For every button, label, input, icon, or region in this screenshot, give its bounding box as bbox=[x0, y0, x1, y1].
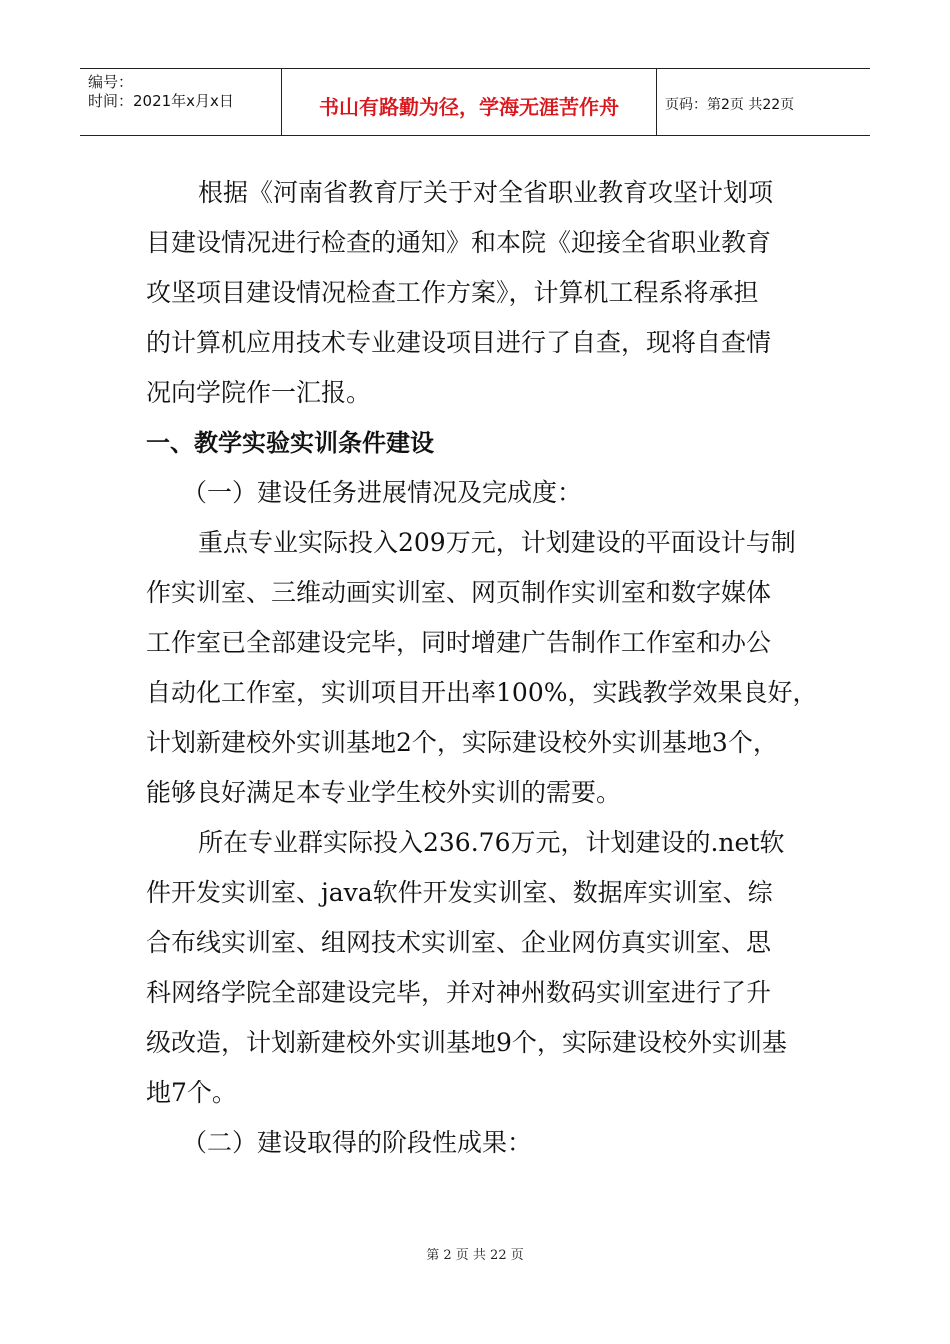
page-header bbox=[80, 68, 870, 136]
subsection-heading: （一）建设任务进展情况及完成度： bbox=[182, 478, 583, 507]
paragraph-line: 地7个。 bbox=[146, 1078, 237, 1107]
paragraph-line: 的计算机应用技术专业建设项目进行了自查，现将自查情 bbox=[146, 328, 772, 357]
header-meta bbox=[80, 69, 282, 135]
header-motto: 书山有路勤为径，学海无涯苦作舟 bbox=[282, 69, 657, 135]
subsection-heading: （二）建设取得的阶段性成果： bbox=[182, 1128, 533, 1157]
paragraph-line: 所在专业群实际投入236.76万元，计划建设的.net软 bbox=[198, 828, 785, 857]
paragraph-line: 合布线实训室、组网技术实训室、企业网仿真实训室、思 bbox=[146, 928, 772, 957]
number-label: 编号： bbox=[88, 73, 134, 91]
paragraph-line: 能够良好满足本专业学生校外实训的需要。 bbox=[146, 778, 622, 807]
paragraph-line: 级改造，计划新建校外实训基地9个，实际建设校外实训基 bbox=[146, 1028, 787, 1057]
paragraph-line: 计划新建校外实训基地2个，实际建设校外实训基地3个， bbox=[146, 728, 778, 757]
paragraph-line: 件开发实训室、java软件开发实训室、数据库实训室、综 bbox=[146, 878, 773, 907]
header-page-info: 页码：第2页 共22页 bbox=[665, 97, 795, 113]
section-heading: 一、教学实验实训条件建设 bbox=[146, 429, 434, 457]
page-footer: 第 2 页 共 22 页 bbox=[426, 1248, 524, 1263]
paragraph-line: 目建设情况进行检查的通知》和本院《迎接全省职业教育 bbox=[146, 228, 772, 257]
time-label: 时间：2021年x月x日 bbox=[88, 92, 234, 110]
paragraph-line: 自动化工作室，实训项目开出率100%，实践教学效果良好， bbox=[146, 678, 818, 707]
paragraph-line: 况向学院作一汇报。 bbox=[146, 378, 372, 407]
paragraph-line: 重点专业实际投入209万元，计划建设的平面设计与制 bbox=[198, 528, 796, 557]
document-body bbox=[146, 168, 816, 1168]
paragraph-line: 作实训室、三维动画实训室、网页制作实训室和数字媒体 bbox=[146, 578, 772, 607]
paragraph-line: 科网络学院全部建设完毕，并对神州数码实训室进行了升 bbox=[146, 978, 772, 1007]
paragraph-line: 工作室已全部建设完毕，同时增建广告制作工作室和办公 bbox=[146, 628, 772, 657]
paragraph-line: 根据《河南省教育厅关于对全省职业教育攻坚计划项 bbox=[198, 178, 774, 207]
paragraph-line: 攻坚项目建设情况检查工作方案》，计算机工程系将承担 bbox=[146, 278, 759, 307]
